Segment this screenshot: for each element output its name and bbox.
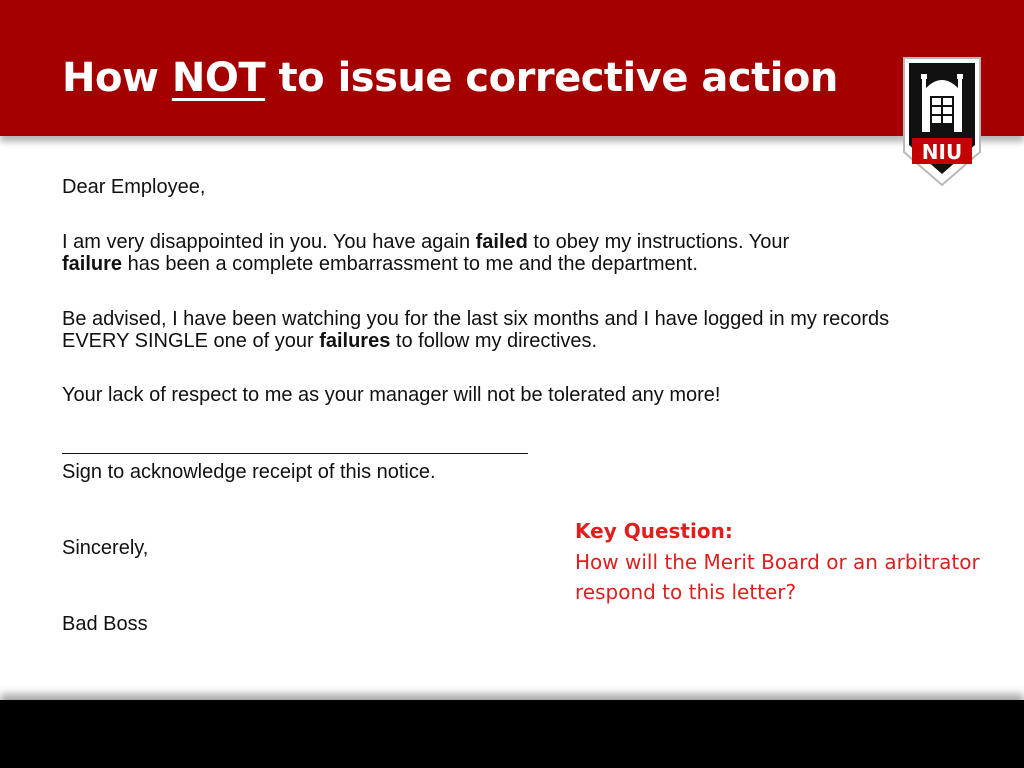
- key-question-title: Key Question:: [575, 519, 733, 543]
- p3-text-1: Be advised, I have been watching you for the last six months and I have logged in my records EVERY SINGLE one of your: [62, 308, 890, 352]
- niu-logo-icon: [902, 52, 982, 186]
- letter-paragraph-disappointed: [62, 231, 942, 275]
- p3-bold-failures: failures: [319, 330, 391, 352]
- signature-line: [62, 453, 528, 454]
- p2-text-2: to obey my instructions. Your: [527, 231, 790, 253]
- sign-instruction: Sign to acknowledge receipt of this notice.: [62, 461, 436, 483]
- letter-paragraph-advised: [62, 308, 942, 352]
- title-emphasis: NOT: [171, 55, 266, 101]
- p2-text-1: I am very disappointed in you. You have again: [62, 231, 476, 253]
- title-part-1: How: [62, 55, 172, 101]
- p2-bold-failure: failure: [62, 253, 123, 275]
- p2-text-3: has been a complete embarrassment to me and the department.: [122, 253, 698, 275]
- title-part-2: to issue corrective action: [265, 55, 838, 101]
- p2-bold-failed: failed: [475, 231, 528, 253]
- letter-signature: Bad Boss: [62, 613, 148, 635]
- key-question-box: [575, 516, 995, 608]
- letter-paragraph-respect: Your lack of respect to me as your manager will not be tolerated any more!: [62, 384, 721, 406]
- footer-band: [0, 700, 1024, 768]
- key-question-body: How will the Merit Board or an arbitrator respond to this letter?: [575, 549, 980, 604]
- letter-closing: Sincerely,: [62, 537, 149, 559]
- slide-title: [62, 50, 838, 106]
- p3-text-2: to follow my directives.: [390, 330, 598, 352]
- letter-greeting: Dear Employee,: [62, 176, 206, 198]
- logo-text: NIU: [921, 140, 963, 164]
